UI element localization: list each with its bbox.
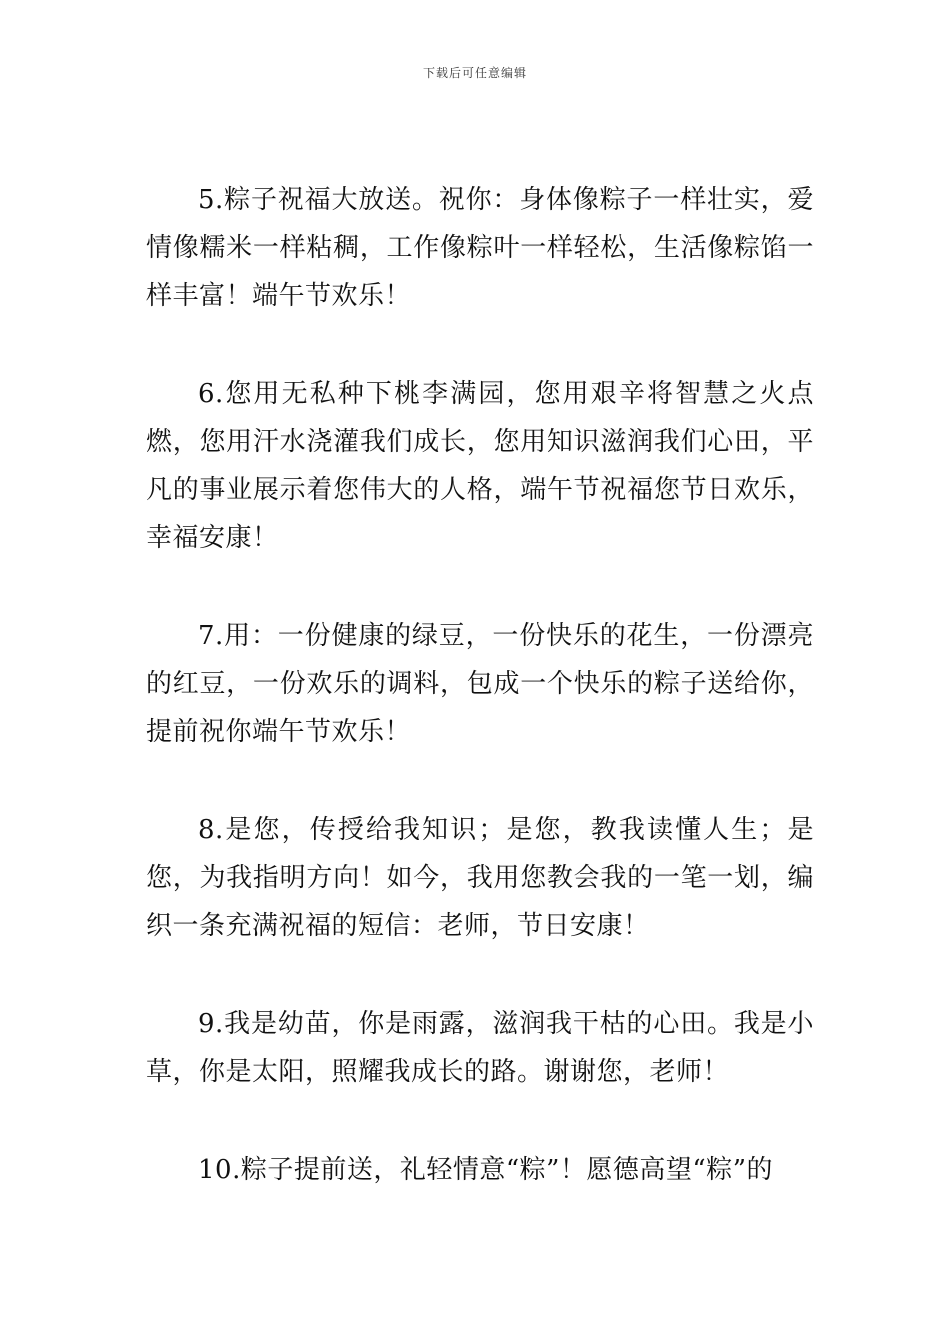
paragraph-7: 7.用：一份健康的绿豆，一份快乐的花生，一份漂亮的红豆，一份欢乐的调料，包成一个快乐的粽子送给你，提前祝你端午节欢乐！: [146, 621, 814, 747]
page-header-note: 下载后可任意编辑: [422, 66, 527, 80]
paragraph-6: 6.您用无私种下桃李满园，您用艰辛将智慧之火点燃，您用汗水浇灌我们成长，您用知识滋润我们心田，平凡的事业展示着您伟大的人格，端午节祝福您节日欢乐，幸福安康！: [146, 379, 814, 553]
paragraph-10: 10.粽子提前送，礼轻情意“粽”！愿德高望“粽”的: [198, 1155, 774, 1185]
paragraph-5: 5.粽子祝福大放送。祝你：身体像粽子一样壮实，爱情像糯米一样粘稠，工作像粽叶一样轻松，生活像粽馅一样丰富！端午节欢乐！: [146, 185, 814, 311]
paragraph-8: 8.是您，传授给我知识；是您，教我读懂人生；是您，为我指明方向！如今，我用您教会我的一笔一划，编织一条充满祝福的短信：老师，节日安康！: [146, 815, 814, 941]
document-body: [146, 176, 814, 1244]
paragraph-9: 9.我是幼苗，你是雨露，滋润我干枯的心田。我是小草，你是太阳，照耀我成长的路。谢谢您，老师！: [146, 1009, 814, 1087]
